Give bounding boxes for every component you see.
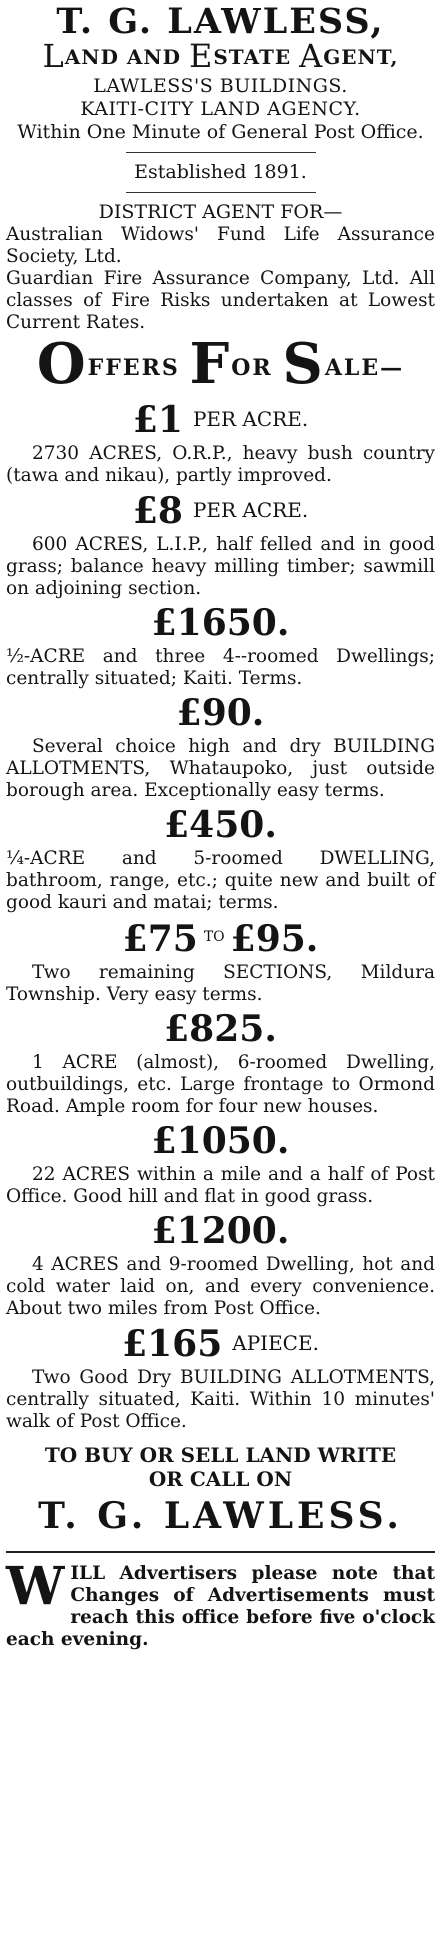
offers-sale-word: ALE— — [324, 355, 405, 381]
established-line: Established 1891. — [134, 161, 307, 183]
listing-price — [6, 1320, 435, 1367]
price-suffix: PER ACRE. — [192, 407, 309, 431]
price-value-upper: £95. — [230, 918, 319, 960]
role-gent: GENT, — [323, 45, 399, 69]
price-suffix: PER ACRE. — [192, 498, 309, 522]
price-value: £1650. — [151, 602, 290, 644]
listing-price — [6, 487, 435, 534]
offers-initial-f: F — [189, 331, 232, 397]
listing-price — [6, 690, 435, 736]
price-value: £8 — [132, 490, 183, 532]
role-initial-a: A — [299, 37, 324, 75]
price-value: £75 — [122, 918, 198, 960]
role-and: AND AND — [64, 45, 189, 69]
price-value: £825. — [164, 1008, 277, 1050]
listing-description: 1 ACRE (almost), 6-roomed Dwelling, outbuildings, etc. Large frontage to Ormond Road. Ample room for four new houses. — [6, 1052, 435, 1117]
advertiser-signature: T. G. LAWLESS. — [38, 1495, 403, 1537]
offers-for-word: OR — [231, 355, 283, 381]
advertiser-role — [6, 37, 435, 75]
district-item-guardian: Guardian Fire Assurance Company, Ltd. All classes of Fire Risks undertaken at Lowest Current Rates. — [6, 268, 435, 333]
listing-description: ¼-ACRE and 5-roomed DWELLING, bathroom, range, etc.; quite new and built of good kauri and matai; terms. — [6, 848, 435, 913]
notice-dropcap: W — [6, 1556, 65, 1617]
listing-price — [6, 802, 435, 848]
advertiser-notice — [6, 1551, 435, 1651]
listing-price — [6, 396, 435, 443]
price-value: £450. — [164, 804, 277, 846]
listing-price — [6, 914, 435, 962]
district-item-widows-fund: Australian Widows' Fund Life Assurance Society, Ltd. — [6, 224, 435, 267]
price-value: £165 — [122, 1323, 223, 1365]
offers-for-sale-heading — [6, 331, 435, 397]
notice-text: ILL Advertisers please note that Changes of Advertisements must reach this office before five o'clock each evening. — [6, 1563, 435, 1650]
divider — [126, 152, 316, 153]
advertiser-name: T. G. LAWLESS, — [56, 1, 385, 42]
call-to-action-line: OR CALL ON — [148, 1467, 293, 1491]
offers-initial-s: S — [282, 331, 325, 397]
agency-line: KAITI-CITY LAND AGENCY. — [80, 98, 361, 120]
listing-description: Several choice high and dry BUILDING ALLOTMENTS, Whataupoko, just outside borough area. Exceptionally easy terms. — [6, 736, 435, 801]
role-initial-l: L — [42, 37, 65, 75]
price-value: £1050. — [151, 1120, 290, 1162]
price-value: £1 — [132, 399, 183, 441]
listing-price — [6, 1208, 435, 1254]
listing-price — [6, 600, 435, 646]
advertisement — [0, 2, 443, 1938]
building-line: LAWLESS'S BUILDINGS. — [93, 75, 348, 97]
listing-description: Two remaining SECTIONS, Mildura Township. Very easy terms. — [6, 962, 435, 1005]
price-value: £90. — [176, 692, 265, 734]
price-suffix: APIECE. — [232, 1331, 319, 1355]
offers-word: FFERS — [87, 355, 190, 381]
price-value: £1200. — [151, 1210, 290, 1252]
district-heading: DISTRICT AGENT FOR— — [98, 201, 343, 223]
offers-initial-o: O — [36, 331, 88, 397]
location-line: Within One Minute of General Post Office. — [17, 121, 424, 143]
listing-description: 22 ACRES within a mile and a half of Post Office. Good hill and flat in good grass. — [6, 1164, 435, 1207]
listing-price — [6, 1118, 435, 1164]
listing-description: 4 ACRES and 9-roomed Dwelling, hot and cold water laid on, and every convenience. About two miles from Post Office. — [6, 1254, 435, 1319]
listing-description: 2730 ACRES, O.R.P., heavy bush country (tawa and nikau), partly improved. — [6, 443, 435, 486]
role-initial-e: E — [188, 37, 214, 75]
listing-description: Two Good Dry BUILDING ALLOTMENTS, centrally situated, Kaiti. Within 10 minutes' walk of Post Office. — [6, 1367, 435, 1432]
listing-price — [6, 1006, 435, 1052]
divider — [126, 192, 316, 193]
call-to-action-line: TO BUY OR SELL LAND WRITE — [44, 1443, 397, 1467]
role-state: STATE — [213, 45, 300, 69]
listing-description: ½-ACRE and three 4--roomed Dwellings; centrally situated; Kaiti. Terms. — [6, 646, 435, 689]
price-to-word: TO — [203, 929, 225, 945]
listing-description: 600 ACRES, L.I.P., half felled and in good grass; balance heavy milling timber; sawmill on adjoining section. — [6, 534, 435, 599]
